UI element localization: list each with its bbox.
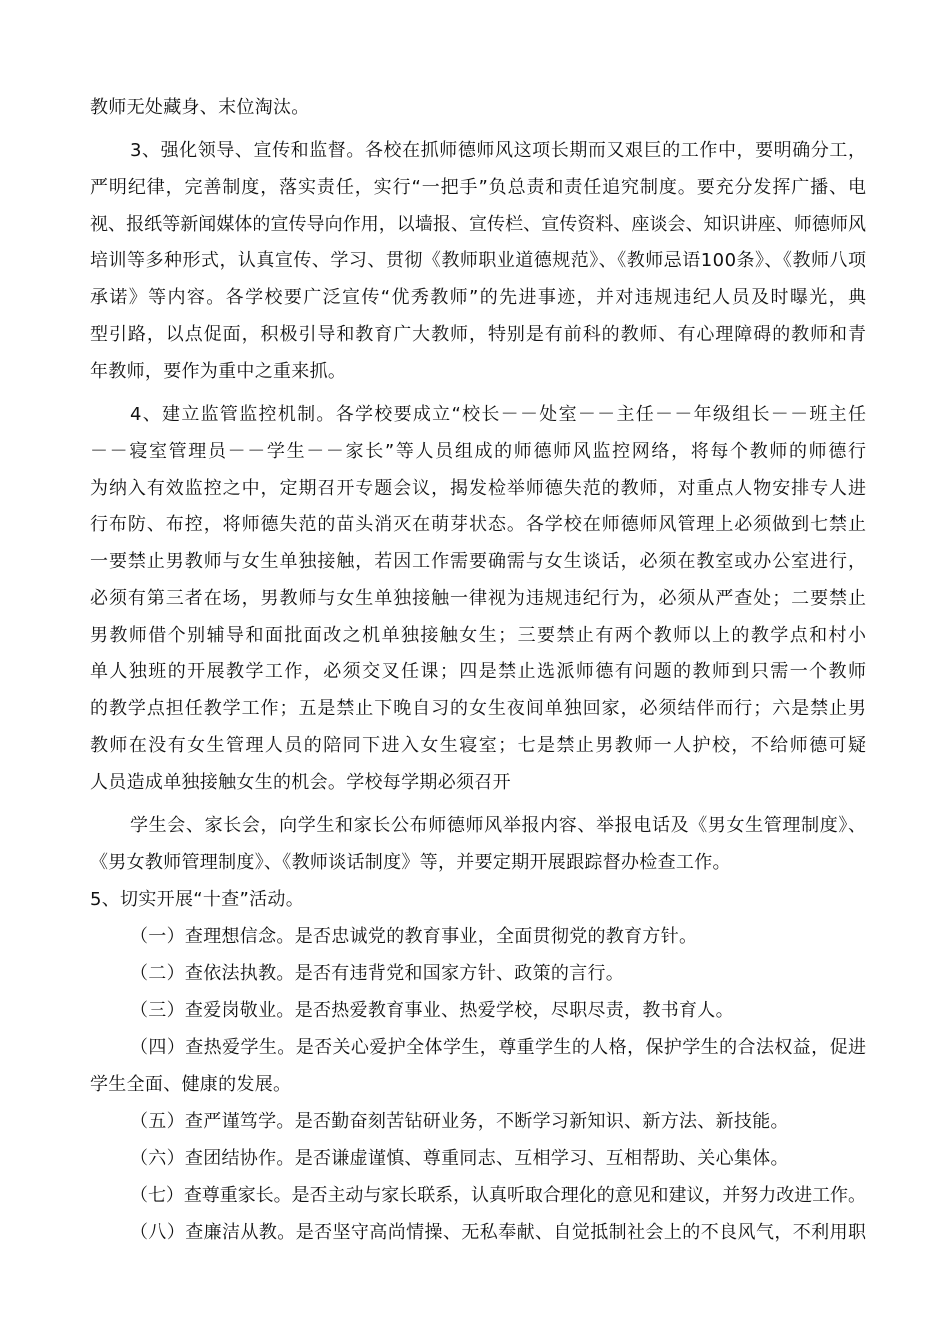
text-line: 的教学点担任教学工作；五是禁止下晚自习的女生夜间单独回家，必须结伴而行；六是禁止男 <box>90 698 867 719</box>
text-line: 为纳入有效监控之中，定期召开专题会议，揭发检举师德失范的教师，对重点人物安排专人进 <box>90 478 867 499</box>
text-line: 一要禁止男教师与女生单独接触，若因工作需要确需与女生谈话，必须在教室或办公室进行， <box>90 551 867 572</box>
text-line: 视、报纸等新闻媒体的宣传导向作用，以墙报、宣传栏、宣传资料、座谈会、知识讲座、师德师风 <box>90 214 867 235</box>
text-line: 4、建立监管监控机制。各学校要成立“校长－－处室－－主任－－年级组长－－班主任 <box>130 404 868 425</box>
text-line: －－寝室管理员－－学生－－家长”等人员组成的师德师风监控网络，将每个教师的师德行 <box>90 441 868 462</box>
text-line: （六）查团结协作。是否谦虚谨慎、尊重同志、互相学习、互相帮助、关心集体。 <box>130 1148 789 1169</box>
text-line: 必须有第三者在场，男教师与女生单独接触一律视为违规违纪行为，必须从严查处；二要禁止 <box>90 588 867 609</box>
text-line: （四）查热爱学生。是否关心爱护全体学生，尊重学生的人格，保护学生的合法权益，促进 <box>130 1037 867 1058</box>
text-line: 单人独班的开展教学工作，必须交叉任课；四是禁止选派师德有问题的教师到只需一个教师 <box>90 661 868 682</box>
text-line: （三）查爱岗敬业。是否热爱教育事业、热爱学校，尽职尽责，教书育人。 <box>130 1000 734 1021</box>
text-line: 男教师借个别辅导和面批面改之机单独接触女生；三要禁止有两个教师以上的教学点和村小 <box>90 625 868 646</box>
text-line: （五）查严谨笃学。是否勤奋刻苦钻研业务，不断学习新知识、新方法、新技能。 <box>130 1111 789 1132</box>
text-line: 年教师，要作为重中之重来抓。 <box>90 361 347 382</box>
text-line: 5、切实开展“十查”活动。 <box>90 889 305 910</box>
text-line: 学生全面、健康的发展。 <box>90 1074 292 1095</box>
text-line: 承诺》等内容。各学校要广泛宣传“优秀教师”的先进事迹，并对违规违纪人员及时曝光，典 <box>90 287 868 308</box>
text-line: 教师在没有女生管理人员的陪同下进入女生寝室；七是禁止男教师一人护校，不给师德可疑 <box>90 735 868 756</box>
text-line: 严明纪律，完善制度，落实责任，实行“一把手”负总责和责任追究制度。要充分发挥广播、电 <box>90 177 867 198</box>
text-line: （一）查理想信念。是否忠诚党的教育事业，全面贯彻党的教育方针。 <box>130 926 698 947</box>
text-line: 教师无处藏身、末位淘汰。 <box>90 97 310 118</box>
text-line: 学生会、家长会，向学生和家长公布师德师风举报内容、举报电话及《男女生管理制度》、 <box>130 815 867 836</box>
text-line: （七）查尊重家长。是否主动与家长联系，认真听取合理化的意见和建议，并努力改进工作。 <box>130 1185 866 1206</box>
text-line: 行布防、布控，将师德失范的苗头消灭在萌芽状态。各学校在师德师风管理上必须做到七禁止 <box>90 514 867 535</box>
text-line: （八）查廉洁从教。是否坚守高尚情操、无私奉献、自觉抵制社会上的不良风气，不利用职 <box>130 1222 867 1243</box>
text-line: 培训等多种形式，认真宣传、学习、贯彻《教师职业道德规范》、《教师忌语100条》、《教师八项 <box>90 250 867 271</box>
text-line: 型引路，以点促面，积极引导和教育广大教师，特别是有前科的教师、有心理障碍的教师和青 <box>90 324 867 345</box>
text-line: 3、强化领导、宣传和监督。各校在抓师德师风这项长期而又艰巨的工作中，要明确分工， <box>130 140 867 161</box>
text-line: 人员造成单独接触女生的机会。学校每学期必须召开 <box>90 772 511 793</box>
text-line: 《男女教师管理制度》、《教师谈话制度》等，并要定期开展跟踪督办检查工作。 <box>90 852 731 873</box>
text-line: （二）查依法执教。是否有违背党和国家方针、政策的言行。 <box>130 963 625 984</box>
